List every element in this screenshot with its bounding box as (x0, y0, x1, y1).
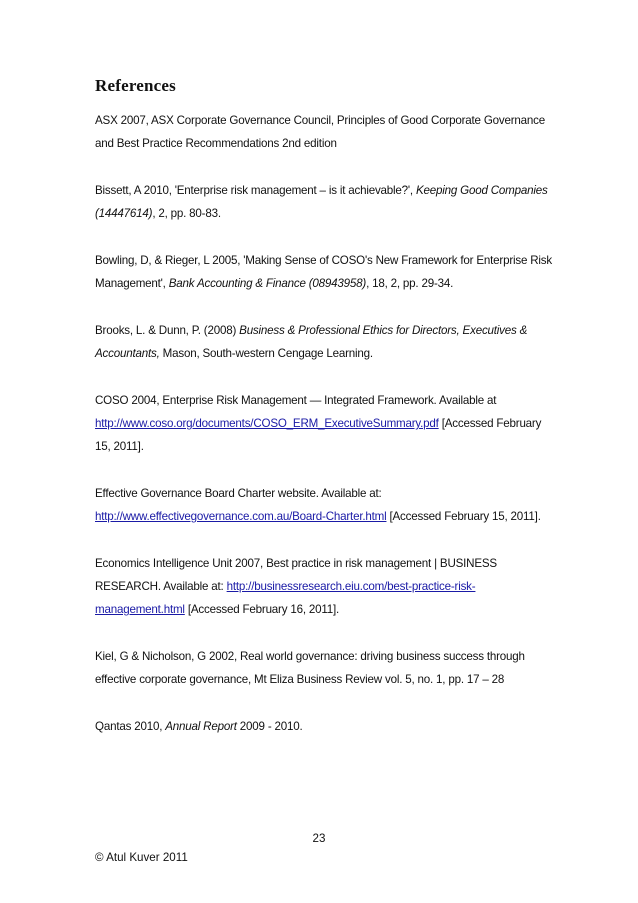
reference-entry (95, 389, 557, 458)
reference-italic-text: Bank Accounting & Finance (08943958) (168, 277, 367, 290)
reference-italic-text: Business & Professional Ethics for Directors, Executives & Accountants, (95, 324, 528, 360)
reference-text: Bissett, A 2010, 'Enterprise risk management – is it achievable?', (95, 184, 416, 197)
reference-text: Bowling, D, & Rieger, L 2005, 'Making Sense of COSO's New Framework for Enterprise Risk Management', (95, 254, 552, 290)
reference-italic-text: Keeping Good Companies (14447614) (95, 184, 548, 220)
copyright-footer: © Atul Kuver 2011 (95, 851, 188, 864)
reference-text: [Accessed February 15, 2011]. (386, 510, 541, 523)
reference-entry (95, 109, 557, 155)
reference-text: Qantas 2010, (95, 720, 166, 733)
reference-text: Brooks, L. & Dunn, P. (2008) (95, 324, 240, 337)
page-number: 23 (312, 832, 326, 845)
reference-entry (95, 319, 557, 365)
reference-text: [Accessed February 15, 2011]. (95, 417, 542, 453)
reference-entry (95, 482, 557, 528)
reference-text: ASX 2007, ASX Corporate Governance Council, Principles of Good Corporate Governance and Best Practice Recommendations 2nd edition (95, 114, 545, 150)
reference-entry (95, 645, 557, 691)
page-title: References (95, 76, 176, 95)
reference-text: Mason, South-western Cengage Learning. (159, 347, 373, 360)
reference-link[interactable]: http://businessresearch.eiu.com/best-practice-risk-management.html (95, 580, 476, 616)
reference-list (95, 109, 557, 762)
reference-entry (95, 179, 557, 225)
reference-text: 2009 - 2010. (236, 720, 303, 733)
reference-text: [Accessed February 16, 2011]. (184, 603, 340, 616)
reference-link[interactable]: http://www.coso.org/documents/COSO_ERM_ExecutiveSummary.pdf (95, 417, 439, 430)
reference-entry (95, 249, 557, 295)
reference-text: COSO 2004, Enterprise Risk Management — Integrated Framework. Available at (95, 394, 497, 407)
reference-entry (95, 715, 557, 738)
reference-text: Kiel, G & Nicholson, G 2002, Real world governance: driving business success through effective corporate governance, Mt Eliza Business Review vol. 5, no. 1, pp. 17 – 28 (95, 650, 525, 686)
reference-link[interactable]: http://www.effectivegovernance.com.au/Board-Charter.html (95, 510, 387, 523)
reference-text: , 2, pp. 80-83. (152, 207, 221, 220)
reference-text: , 18, 2, pp. 29-34. (366, 277, 454, 290)
reference-italic-text: Annual Report (165, 720, 237, 733)
reference-text: Effective Governance Board Charter website. Available at: (95, 487, 382, 500)
reference-entry (95, 552, 557, 621)
reference-text: Economics Intelligence Unit 2007, Best practice in risk management | BUSINESS RESEARCH. Available at: (95, 557, 497, 593)
